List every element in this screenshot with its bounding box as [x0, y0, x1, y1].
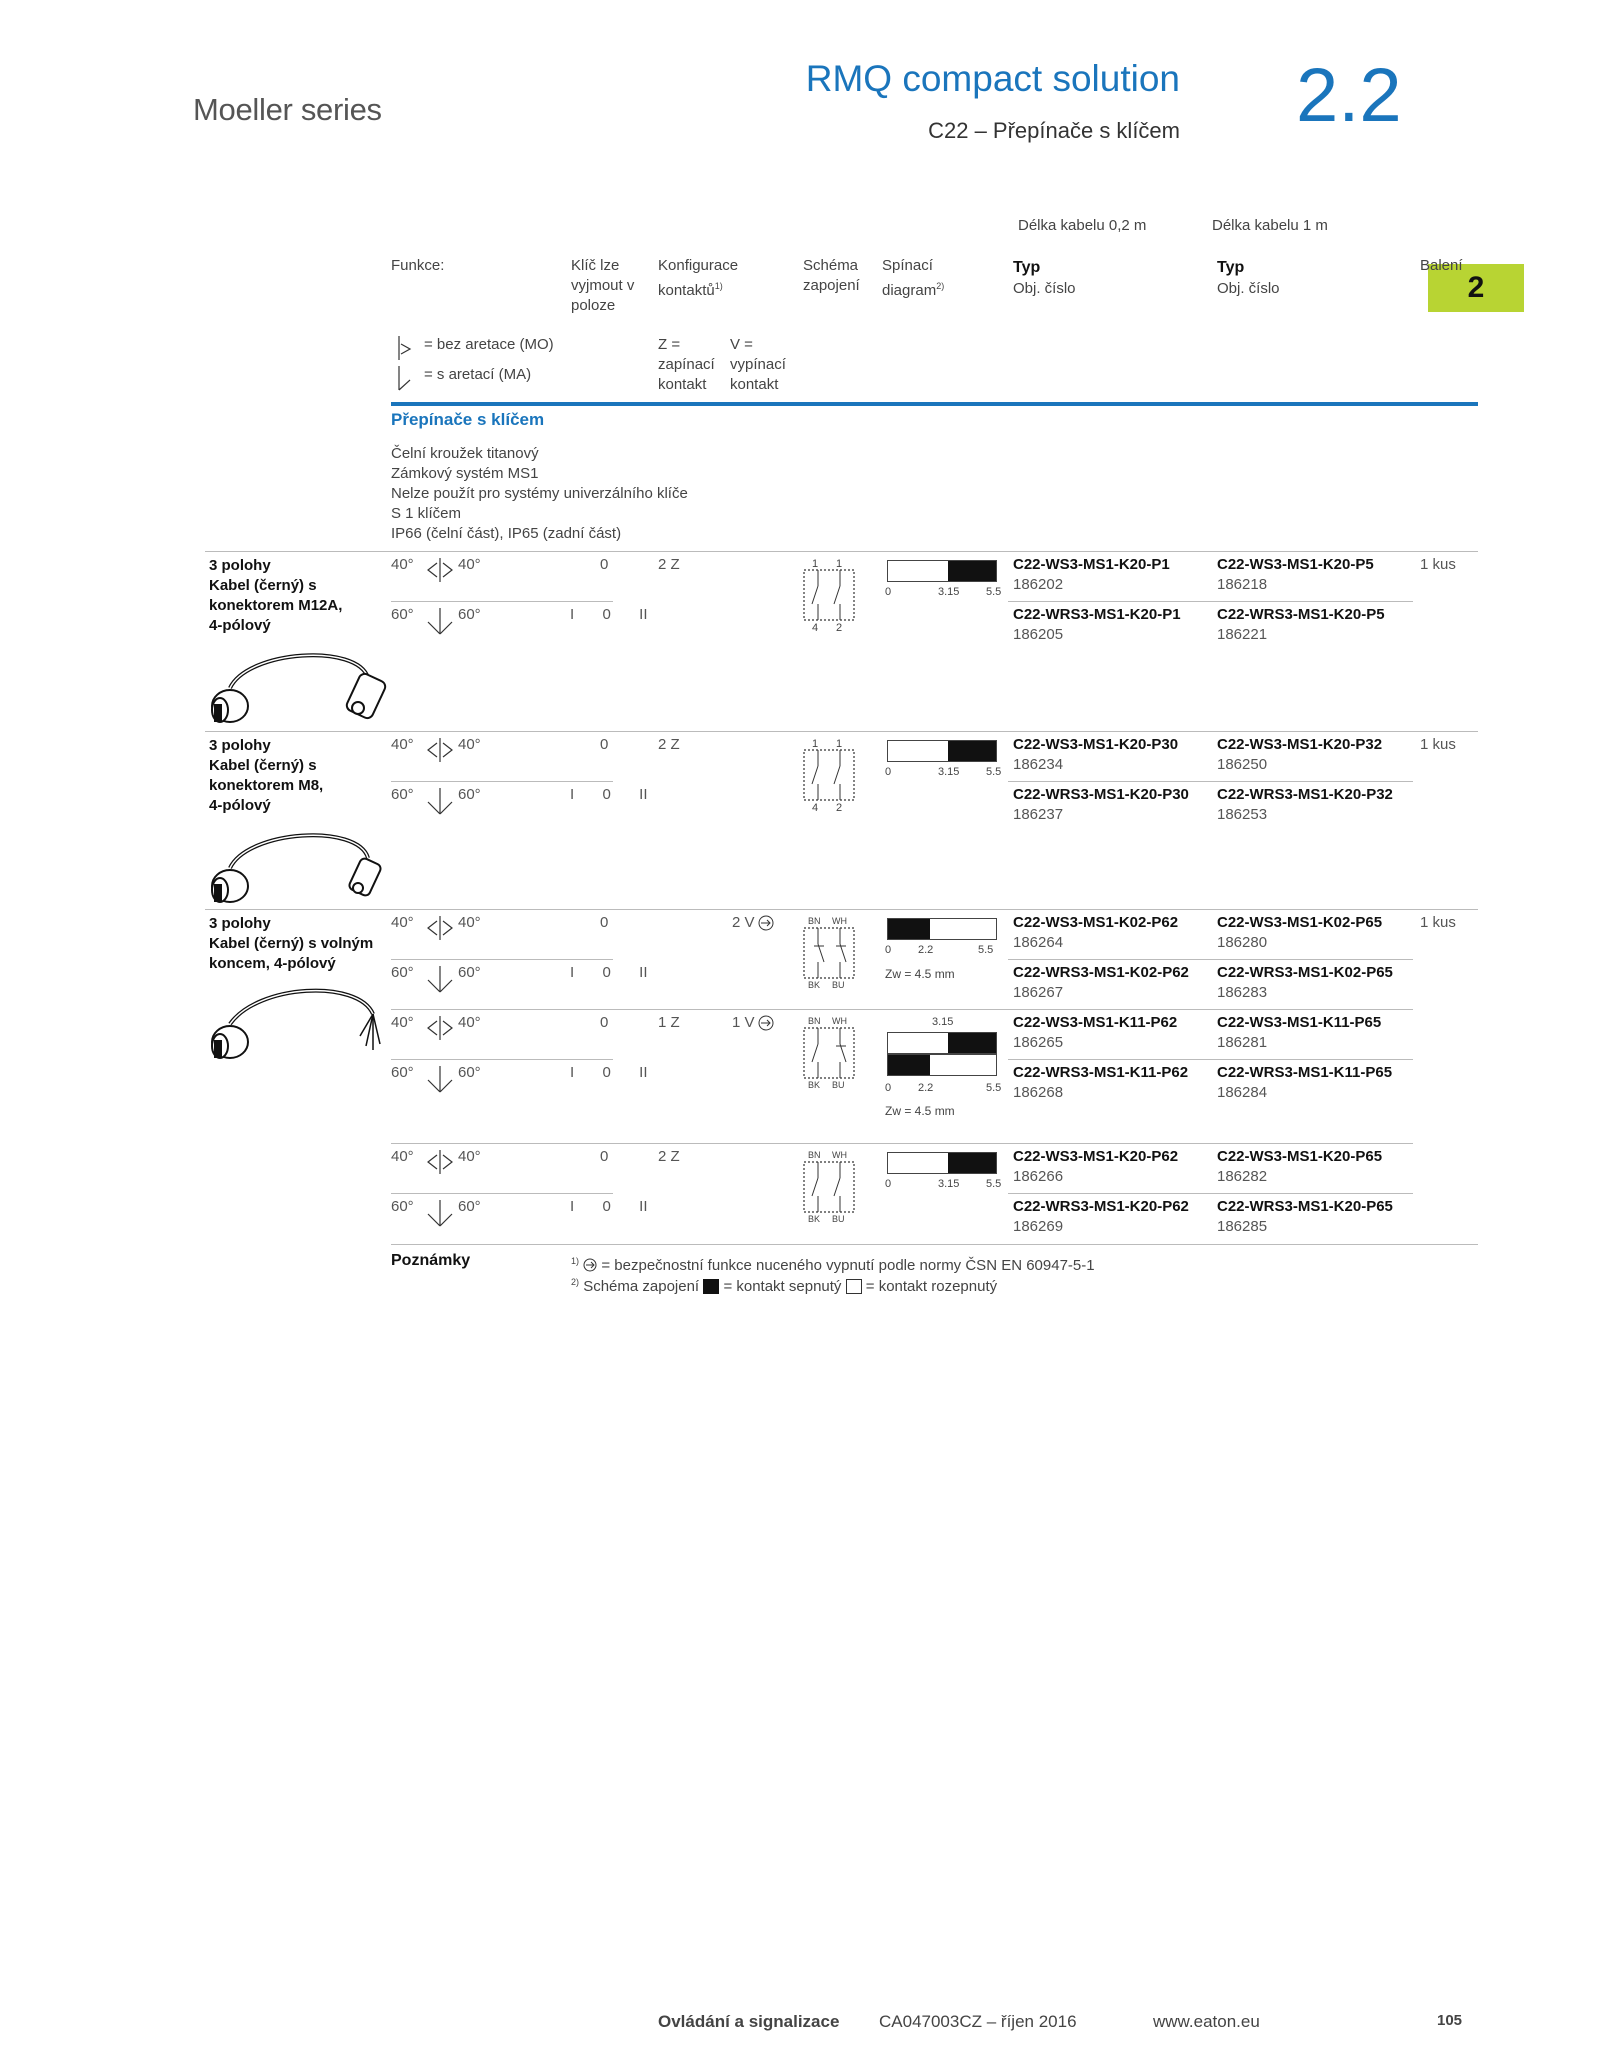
product-type-1: C22-WRS3-MS1-K20-P5: [1217, 606, 1385, 623]
order-number-1: 186285: [1217, 1218, 1268, 1235]
row-divider: [391, 781, 613, 782]
row-divider: [391, 601, 613, 602]
key-positions: I 0 II: [570, 964, 648, 981]
key-positions: 0: [600, 736, 609, 753]
angle-right: 60°: [458, 1198, 481, 1215]
col-spinaci: Spínací diagram$^{2)}$: [882, 257, 945, 299]
switching-diagram: [887, 740, 997, 762]
angle-right: 60°: [458, 964, 481, 981]
diagram-travel: Zw = 4.5 mm: [885, 1104, 955, 1118]
angle-left: 40°: [391, 736, 414, 753]
col-typ-02: Typ: [1013, 259, 1041, 276]
diagram-label: 3.15: [932, 1016, 954, 1028]
row-divider: [1008, 781, 1413, 782]
diagram-label: 3.15: [938, 766, 960, 778]
col-baleni: Balení: [1420, 257, 1463, 274]
key-switch-maintained-icon: [424, 1148, 456, 1176]
product-type-02: C22-WS3-MS1-K20-P30: [1013, 736, 1179, 753]
footer-doc-id: CA047003CZ – říjen 2016: [879, 2012, 1077, 2031]
product-type-02: C22-WRS3-MS1-K02-P62: [1013, 964, 1189, 981]
angle-left: 60°: [391, 964, 414, 981]
cable-m12-image: [208, 648, 386, 726]
contact-config: 2 Z: [658, 1148, 680, 1165]
note-1: $^{1)}$ = bezpečnostní funkce nuceného vypnutí podle normy ČSN EN 60947-5-1: [571, 1256, 1095, 1274]
positive-opening-icon: [583, 1258, 597, 1272]
product-type-1: C22-WS3-MS1-K11-P65: [1217, 1014, 1382, 1031]
order-number-02: 186202: [1013, 576, 1064, 593]
diagram-label: 2.2: [918, 1082, 934, 1094]
contact-config-2: 1 V: [732, 1014, 755, 1031]
key-switch-maintained-icon: [424, 1014, 456, 1042]
desc-line: Čelní kroužek titanový: [391, 445, 539, 462]
key-positions: 0: [600, 1014, 609, 1031]
row-divider: [391, 1193, 613, 1194]
wiring-diagram: BN WH BK BU: [802, 1150, 856, 1222]
order-number-1: 186284: [1217, 1084, 1268, 1101]
wiring-diagram: 1 1 4 2: [802, 738, 856, 810]
angle-left: 40°: [391, 1014, 414, 1031]
col-obj-1: Obj. číslo: [1217, 280, 1280, 297]
switching-diagram: [887, 1032, 997, 1054]
switching-diagram: [887, 1054, 997, 1076]
angle-right: 60°: [458, 606, 481, 623]
series-name: Moeller series: [193, 92, 382, 127]
key-positions: I 0 II: [570, 1064, 648, 1081]
legend-mo: = bez aretace (MO): [424, 336, 554, 353]
col-schema: Schéma zapojení: [803, 257, 860, 294]
positive-opening-icon: [758, 915, 774, 931]
diagram-label: 5.5: [978, 944, 994, 956]
key-positions: I 0 II: [570, 606, 648, 623]
order-number-02: 186267: [1013, 984, 1064, 1001]
row-divider: [1008, 1059, 1413, 1060]
desc-line: IP66 (čelní část), IP65 (zadní část): [391, 525, 622, 542]
order-number-02: 186264: [1013, 934, 1064, 951]
order-number-1: 186282: [1217, 1168, 1268, 1185]
group-divider: [205, 731, 1478, 732]
order-number-02: 186205: [1013, 626, 1064, 643]
product-type-02: C22-WRS3-MS1-K11-P62: [1013, 1064, 1189, 1081]
key-positions: 0: [600, 1148, 609, 1165]
footer-section: Ovládání a signalizace: [658, 2012, 840, 2031]
product-type-02: C22-WS3-MS1-K20-P1: [1013, 556, 1170, 573]
key-switch-maintained-icon: [424, 736, 456, 764]
wiring-diagram: 1 1 4 2: [802, 558, 856, 630]
key-switch-latching-icon: [424, 786, 456, 816]
angle-right: 60°: [458, 1064, 481, 1081]
group-label: 3 polohy Kabel (černý) s konektorem M8, 4-pólový: [209, 737, 324, 814]
order-number-02: 186234: [1013, 756, 1064, 773]
wiring-symbol-icon: [802, 1028, 856, 1080]
section-title: Přepínače s klíčem: [391, 410, 545, 429]
page-title: RMQ compact solution: [805, 58, 1180, 99]
diagram-label: 5.5: [986, 766, 1002, 778]
packaging: 1 kus: [1420, 556, 1456, 573]
angle-right: 40°: [458, 1148, 481, 1165]
key-positions: 0: [600, 914, 609, 931]
header-divider: [391, 402, 1478, 406]
diagram-label: 5.5: [986, 1082, 1002, 1094]
wiring-symbol-icon: [802, 1162, 856, 1214]
footer-website[interactable]: www.eaton.eu: [1153, 2012, 1260, 2031]
page-subtitle: C22 – Přepínače s klíčem: [928, 118, 1180, 143]
order-number-1: 186253: [1217, 806, 1268, 823]
angle-left: 60°: [391, 786, 414, 803]
product-type-1: C22-WRS3-MS1-K20-P65: [1217, 1198, 1393, 1215]
angle-right: 40°: [458, 914, 481, 931]
angle-right: 60°: [458, 786, 481, 803]
legend-ma: = s aretací (MA): [424, 366, 532, 383]
order-number-02: 186266: [1013, 1168, 1064, 1185]
angle-left: 40°: [391, 1148, 414, 1165]
notes-title: Poznámky: [391, 1252, 471, 1269]
col-typ-1: Typ: [1217, 259, 1245, 276]
contact-config: 2 Z: [658, 556, 680, 573]
angle-left: 40°: [391, 914, 414, 931]
product-type-02: C22-WRS3-MS1-K20-P1: [1013, 606, 1181, 623]
product-type-1: C22-WRS3-MS1-K11-P65: [1217, 1064, 1393, 1081]
latching-symbol-icon: [396, 366, 414, 392]
order-number-1: 186218: [1217, 576, 1268, 593]
col-konfigurace: Konfigurace kontaktů$^{1)}$: [658, 257, 739, 299]
product-type-1: C22-WRS3-MS1-K02-P65: [1217, 964, 1393, 981]
product-type-1: C22-WS3-MS1-K20-P32: [1217, 736, 1383, 753]
product-type-1: C22-WS3-MS1-K20-P65: [1217, 1148, 1383, 1165]
diagram-label: 5.5: [986, 586, 1002, 598]
diagram-label: 0: [885, 766, 892, 778]
wiring-diagram: BN WH BK BU: [802, 1016, 856, 1088]
product-type-02: C22-WS3-MS1-K11-P62: [1013, 1014, 1178, 1031]
contact-config: 2 V: [732, 914, 755, 931]
diagram-label: 3.15: [938, 1178, 960, 1190]
angle-right: 40°: [458, 556, 481, 573]
key-switch-maintained-icon: [424, 556, 456, 584]
diagram-label: 0: [885, 586, 892, 598]
group-label: 3 polohy Kabel (černý) s volným koncem, 4-pólový: [209, 915, 374, 972]
table-end-divider: [391, 1244, 1478, 1245]
wiring-diagram: BN WH BK BU: [802, 916, 856, 988]
order-number-1: 186250: [1217, 756, 1268, 773]
group-label: 3 polohy Kabel (černý) s konektorem M12A, 4-pólový: [209, 557, 343, 634]
wiring-symbol-icon: [802, 750, 856, 802]
desc-line: S 1 klíčem: [391, 505, 462, 522]
diagram-label: 0: [885, 944, 892, 956]
key-switch-latching-icon: [424, 1198, 456, 1228]
diagram-label: 2.2: [918, 944, 934, 956]
key-positions: I 0 II: [570, 1198, 648, 1215]
row-divider: [391, 1143, 1413, 1144]
contact-config: 1 Z: [658, 1014, 680, 1031]
order-number-1: 186221: [1217, 626, 1268, 643]
open-contact-swatch: [846, 1279, 862, 1294]
key-positions: I 0 II: [570, 786, 648, 803]
section-description: [391, 444, 688, 544]
diagram-travel: Zw = 4.5 mm: [885, 967, 955, 981]
contact-config: 2 Z: [658, 736, 680, 753]
angle-left: 60°: [391, 1198, 414, 1215]
legend-v: V = vypínací kontakt: [730, 336, 786, 393]
closed-contact-swatch: [703, 1279, 719, 1294]
key-switch-latching-icon: [424, 964, 456, 994]
col-group-cable-1: Délka kabelu 1 m: [1212, 217, 1328, 234]
cable-free-end-image: [208, 984, 386, 1064]
key-switch-latching-icon: [424, 606, 456, 636]
group-divider: [205, 909, 1478, 910]
order-number-1: 186283: [1217, 984, 1268, 1001]
order-number-02: 186269: [1013, 1218, 1064, 1235]
section-number: 2.2: [1296, 53, 1402, 138]
product-type-1: C22-WRS3-MS1-K20-P32: [1217, 786, 1393, 803]
product-type-02: C22-WS3-MS1-K20-P62: [1013, 1148, 1179, 1165]
desc-line: Zámkový systém MS1: [391, 465, 539, 482]
diagram-label: 3.15: [938, 586, 960, 598]
product-type-1: C22-WS3-MS1-K20-P5: [1217, 556, 1374, 573]
row-divider: [391, 1059, 613, 1060]
cable-m8-image: [208, 828, 386, 906]
order-number-02: 186237: [1013, 806, 1064, 823]
switching-diagram: [887, 560, 997, 582]
wiring-symbol-icon: [802, 928, 856, 980]
row-divider: [1008, 1193, 1413, 1194]
col-klic: Klíč lze vyjmout v poloze: [571, 257, 635, 314]
packaging: 1 kus: [1420, 914, 1456, 931]
chapter-tab[interactable]: 2: [1428, 264, 1524, 312]
page-number: 105: [1437, 2012, 1463, 2029]
diagram-label: 5.5: [986, 1178, 1002, 1190]
angle-right: 40°: [458, 736, 481, 753]
col-obj-02: Obj. číslo: [1013, 280, 1076, 297]
angle-left: 60°: [391, 1064, 414, 1081]
product-type-1: C22-WS3-MS1-K02-P65: [1217, 914, 1383, 931]
order-number-02: 186265: [1013, 1034, 1064, 1051]
angle-right: 40°: [458, 1014, 481, 1031]
maintained-symbol-icon: [396, 336, 414, 362]
col-funkce: Funkce:: [391, 257, 445, 274]
row-divider: [1008, 959, 1413, 960]
col-group-cable-02: Délka kabelu 0,2 m: [1018, 217, 1147, 234]
key-positions: 0: [600, 556, 609, 573]
order-number-1: 186281: [1217, 1034, 1268, 1051]
order-number-02: 186268: [1013, 1084, 1064, 1101]
key-switch-maintained-icon: [424, 914, 456, 942]
order-number-1: 186280: [1217, 934, 1268, 951]
switching-diagram: [887, 1152, 997, 1174]
angle-left: 40°: [391, 556, 414, 573]
switching-diagram: [887, 918, 997, 940]
note-2: $^{2)}$ Schéma zapojení = kontakt sepnutý = kontakt rozepnutý: [571, 1277, 998, 1295]
row-divider: [391, 1009, 1413, 1010]
key-switch-latching-icon: [424, 1064, 456, 1094]
row-divider: [1008, 601, 1413, 602]
product-type-02: C22-WRS3-MS1-K20-P62: [1013, 1198, 1189, 1215]
product-type-02: C22-WRS3-MS1-K20-P30: [1013, 786, 1189, 803]
row-divider: [391, 959, 613, 960]
packaging: 1 kus: [1420, 736, 1456, 753]
positive-opening-icon: [758, 1015, 774, 1031]
wiring-symbol-icon: [802, 570, 856, 622]
angle-left: 60°: [391, 606, 414, 623]
legend-z: Z = zapínací kontakt: [658, 336, 715, 393]
group-divider: [205, 551, 1478, 552]
diagram-label: 0: [885, 1178, 892, 1190]
diagram-label: 0: [885, 1082, 892, 1094]
product-type-02: C22-WS3-MS1-K02-P62: [1013, 914, 1179, 931]
desc-line: Nelze použít pro systémy univerzálního klíče: [391, 485, 688, 502]
